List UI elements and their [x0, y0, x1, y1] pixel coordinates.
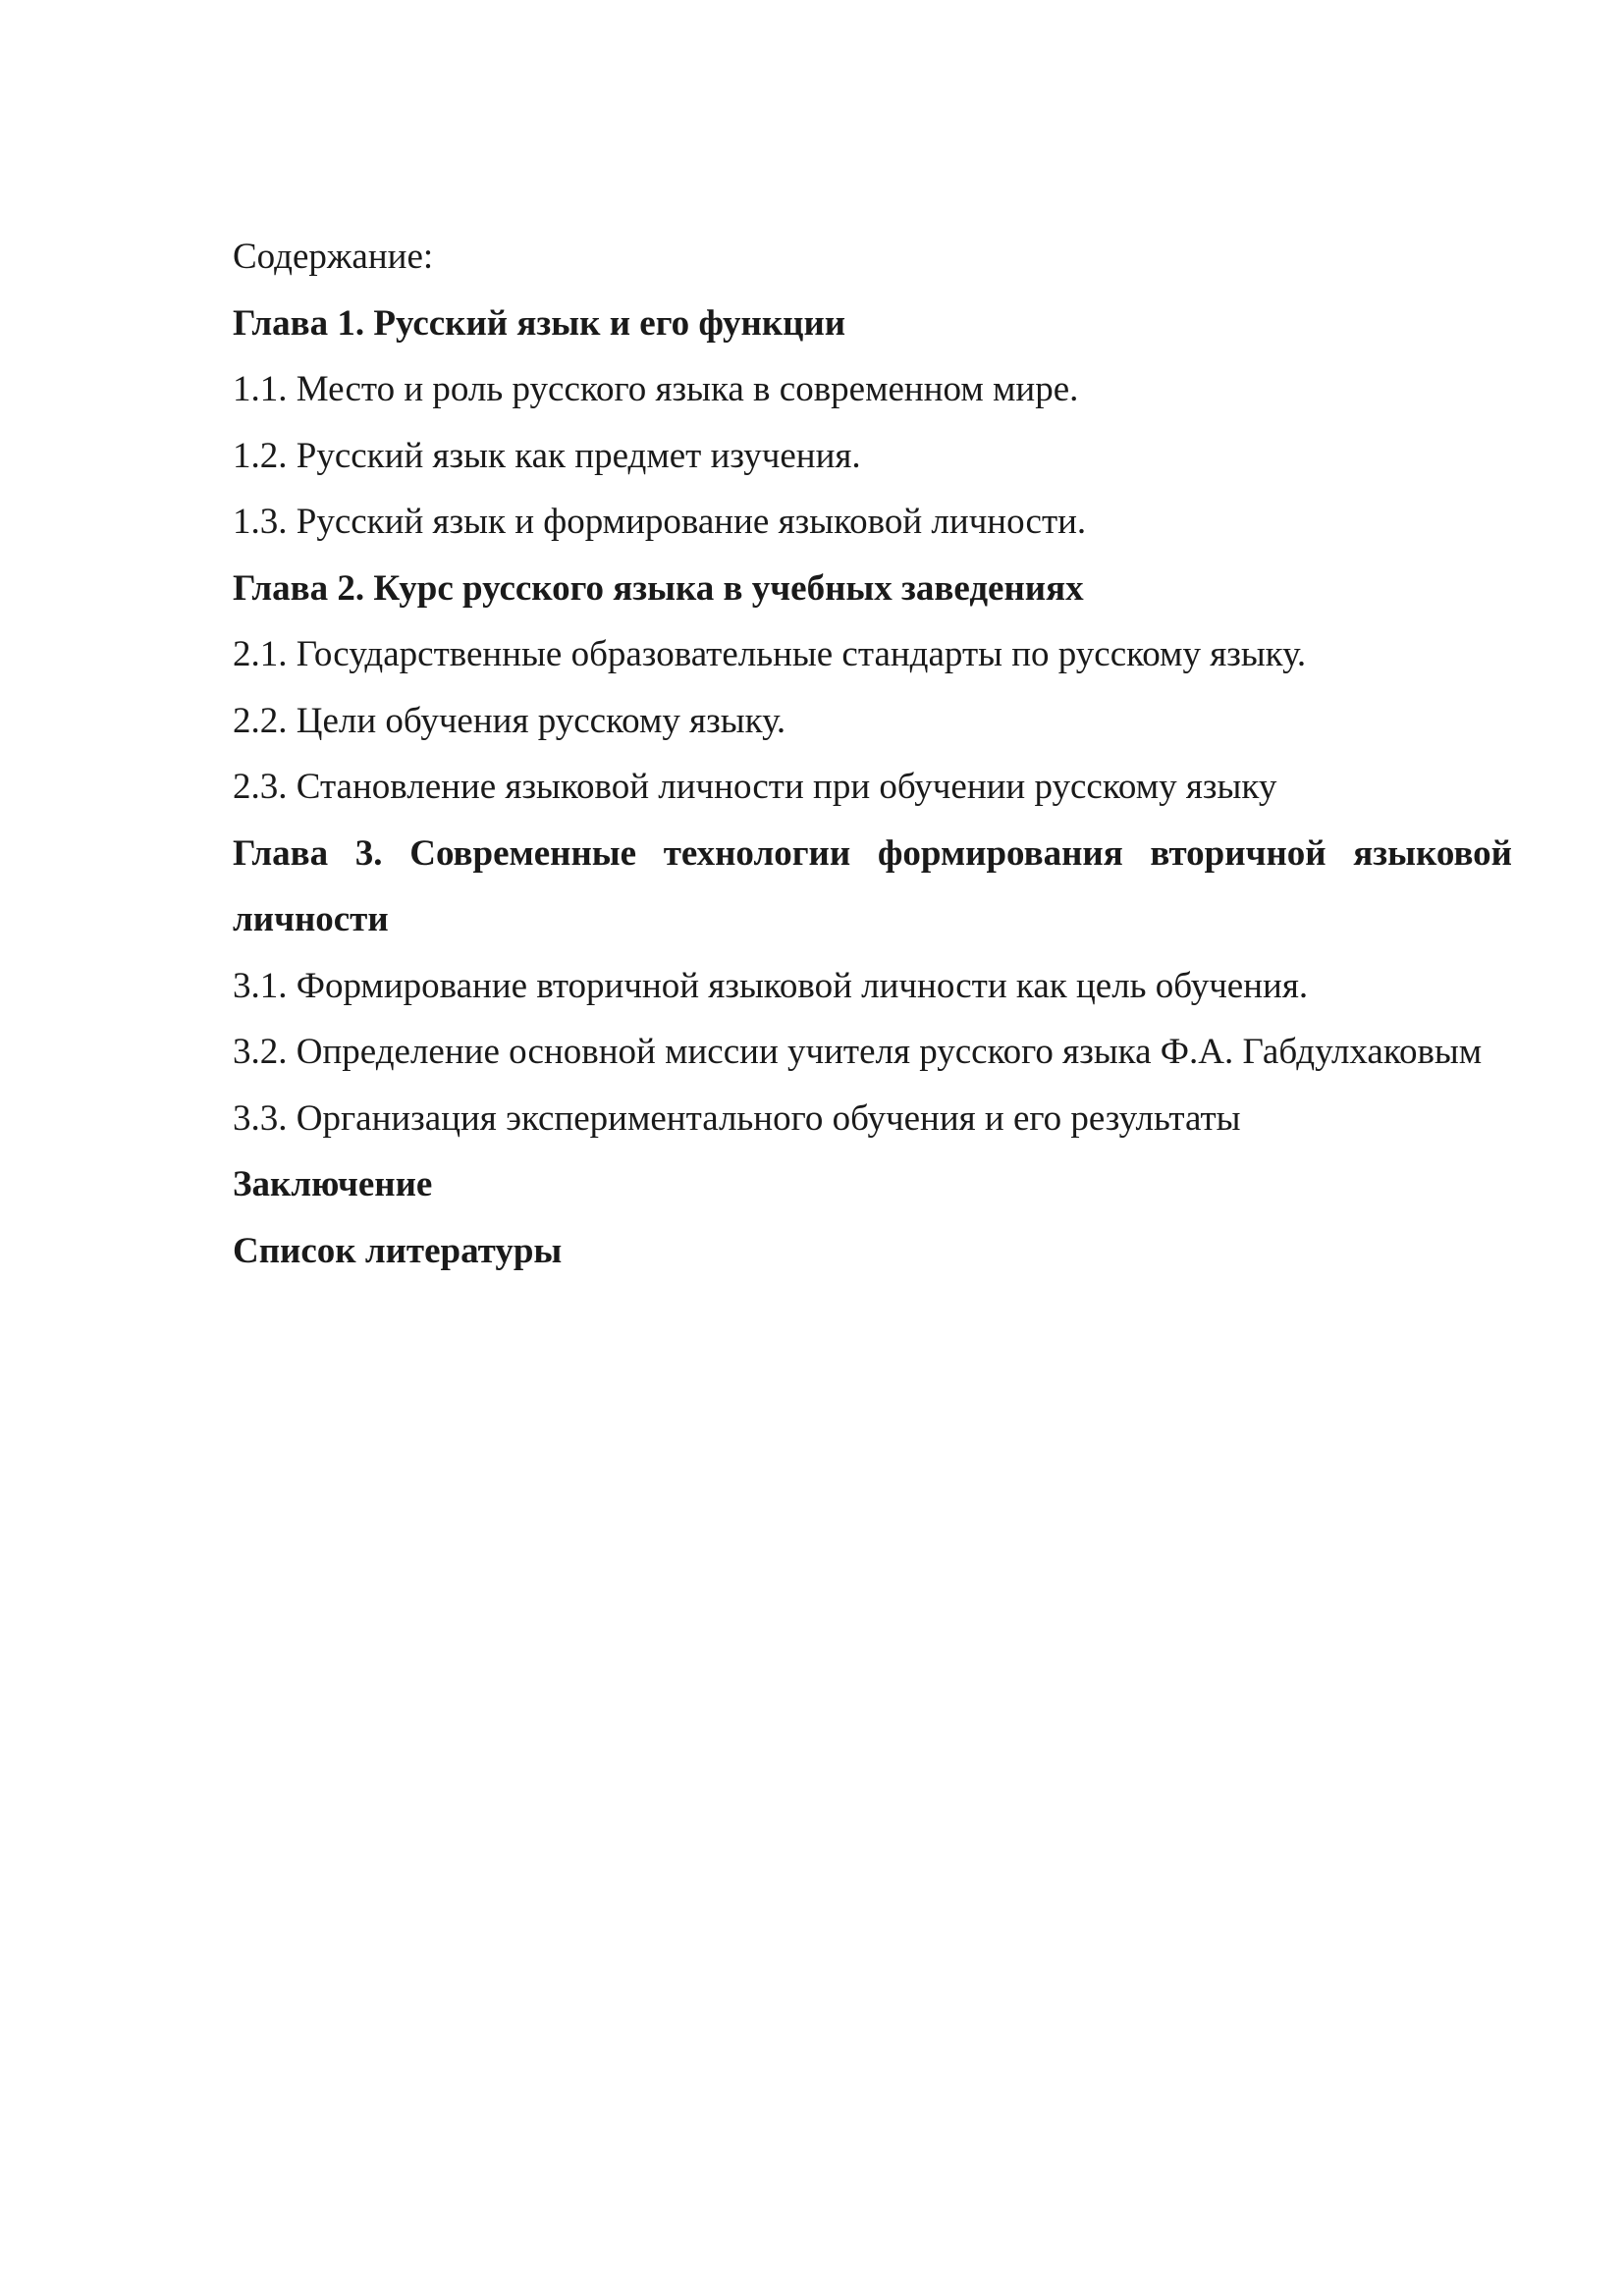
- toc-chapter-3: Глава 3. Современные технологии формирования вторичной языковой личности: [233, 832, 1512, 939]
- toc-section-2-2: 2.2. Цели обучения русскому языку.: [233, 700, 786, 741]
- toc-section-1-3: 1.3. Русский язык и формирование языковой личности.: [233, 502, 1087, 542]
- toc-section-2-3: 2.3. Становление языковой личности при обучении русскому языку: [233, 767, 1277, 807]
- toc-section-1-2: 1.2. Русский язык как предмет изучения.: [233, 435, 861, 476]
- toc-section-3-1: 3.1. Формирование вторичной языковой личности как цель обучения.: [233, 965, 1309, 1006]
- toc-section-3-3: 3.3. Организация экспериментального обучения и его результаты: [233, 1097, 1241, 1139]
- table-of-contents: [233, 224, 1512, 1284]
- toc-title: Содержание:: [233, 237, 434, 277]
- toc-conclusion: Заключение: [233, 1164, 433, 1204]
- toc-bibliography: Список литературы: [233, 1230, 563, 1271]
- toc-chapter-2: Глава 2. Курс русского языка в учебных заведениях: [233, 567, 1084, 609]
- toc-section-2-1: 2.1. Государственные образовательные стандарты по русскому языку.: [233, 634, 1307, 674]
- toc-chapter-1: Глава 1. Русский язык и его функции: [233, 302, 846, 344]
- toc-section-1-1: 1.1. Место и роль русского языка в современном мире.: [233, 369, 1079, 409]
- toc-section-3-2: 3.2. Определение основной миссии учителя русского языка Ф.А. Габдулхаковым: [233, 1032, 1483, 1072]
